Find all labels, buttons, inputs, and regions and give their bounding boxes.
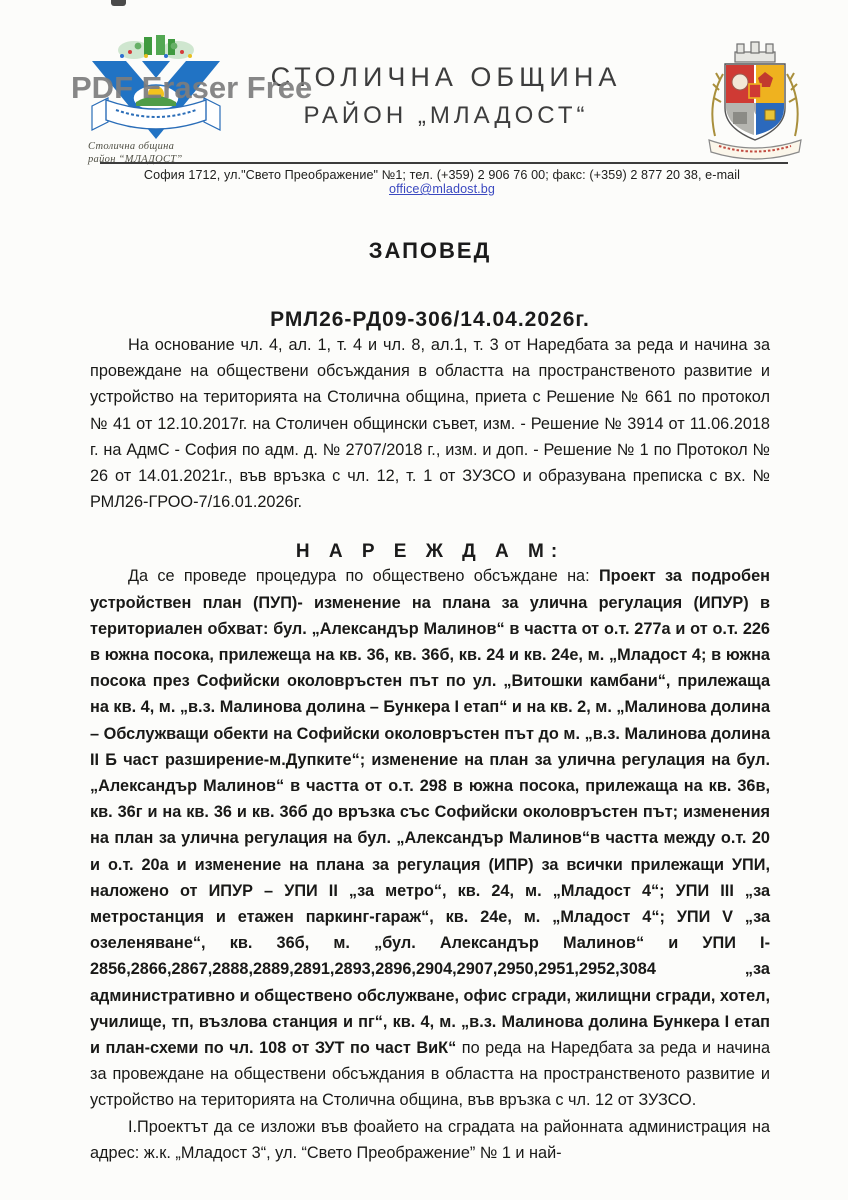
doc-title: ЗАПОВЕД xyxy=(368,238,492,263)
contact-text: София 1712, ул."Свето Преображение" №1; тел. (+359) 2 906 76 00; факс: (+359) 2 877 20 38, e-mail xyxy=(143,168,741,182)
district-name: РАЙОН „МЛАДОСТ“ xyxy=(303,102,589,129)
coat-ribbon-icon xyxy=(709,140,801,159)
coat-crown-icon xyxy=(735,42,775,62)
paragraph-order-bold: Проект за подробен устройствен план (ПУП)- изменение на плана за улична регулация (ИПУР) в териториален обхват: бул. „Александър Малинов“ в частта от о.т. 277а и от о.т. 226 в южна посока, прилежеща на кв. 36, кв. 36б, кв. 24 и кв. 24е, м. „Младост 4; в южна посока през Софийски околовръстен път по ул. „Витошки камбани“, прилежаща на кв. 4, м. „в.з. Малинова долина – Бункера I етап“ и на кв. 2, м. „Малинова долина – Обслужващи обекти на Софийски околовръстен път до м. „в.з. Малинова долина II Б част разширение-м.Дупките“; изменение на план за улична регулация на бул. „Александър Малинов“ в частта от о.т. 298 в южна посока, прилежаща на кв. 36в, кв. 36г и на кв. 36 и кв. 36б до връзка със Софийски околовръстен път; изменения на план за улична регулация на бул. „Александър Малинов“в частта между о.т. 20 и о.т. 20а и изменение на плана за регулация (ИПР) за всички прилежащи УПИ, наложено от ИПУР – УПИ II „за метро“, кв. 24, м. „Младост 4“; УПИ III „за метростанция и етажен паркинг-гараж“, кв. 24е, м. „Младост 4“; УПИ V „за озеленяване“, кв. 36б, м. „бул. Александър Малинов“ и УПИ I-2856,2866,2867,2888,2889,2891,2893,2896,2904,2907,2950,2951,2952,3084 „за административно и обществено обслужване, офис сгради, жилищни сгради, хотел, училище, тп, възлова станция и пг“, кв. 4, м. „в.з. Малинова долина Бункера I етап и план-схеми по чл. 108 от ЗУТ по част ВиК“ xyxy=(90,567,770,1058)
logo-caption-line2: район “МЛАДОСТ” xyxy=(88,153,183,165)
paragraph-order-lead: Да се проведе процедура по обществено обсъждане на: xyxy=(128,567,599,586)
order-heading: Н А Р Е Ж Д А М: xyxy=(295,541,565,563)
paragraph-order-tail: по реда на Наредбата за реда и начина за провеждане на обществени обсъждания в областта на пространственото развитие и устройство на територията на Столична община, във връзка с чл. 12 от ЗУЗСО. xyxy=(90,1039,770,1110)
paragraph-legal-basis: На основание чл. 4, ал. 1, т. 4 и чл. 8, ал.1, т. 3 от Наредбата за реда и начина за провеждане на обществени обсъждания в областта на пространственото развитие и устройство на територията на Столична община, приета с Решение № 661 по протокол № 41 от 12.10.2017г. на Столичен общински съвет, изм. - Решение № 3914 от 11.06.2018 г. на АдмС - София по адм. д. № 2707/2018 г., изм. и доп. - Решение № 1 по Протокол № 26 от 14.01.2021г., във връзка с чл. 12, т. 1 от ЗУЗСО и образувана преписка с вх. № РМЛ26-ГРОО-7/16.01.2026г. xyxy=(90,336,770,512)
header-divider xyxy=(100,162,788,164)
sofia-coat-of-arms xyxy=(699,40,811,164)
contact-line xyxy=(92,168,792,196)
scan-artifact xyxy=(111,0,126,6)
logo-trees-icon xyxy=(118,35,194,59)
pdf-eraser-watermark: PDF Eraser Free xyxy=(71,70,313,105)
document-body xyxy=(90,228,770,1166)
coat-shield-icon xyxy=(725,64,785,140)
doc-number: РМЛ26-РД09-306/14.04.2026г. xyxy=(270,308,590,331)
paragraph-item-1: I.Проектът да се изложи във фоайето на сградата на районната администрация на адрес: ж.к. „Младост 3“, ул. “Свето Преображение” № 1 и най- xyxy=(90,1117,770,1162)
email-link[interactable]: office@mladost.bg xyxy=(389,182,495,196)
logo-caption-line1: Столична община xyxy=(88,141,175,152)
organisation-name: СТОЛИЧНА ОБЩИНА xyxy=(270,62,622,92)
paragraph-order xyxy=(90,563,770,1113)
